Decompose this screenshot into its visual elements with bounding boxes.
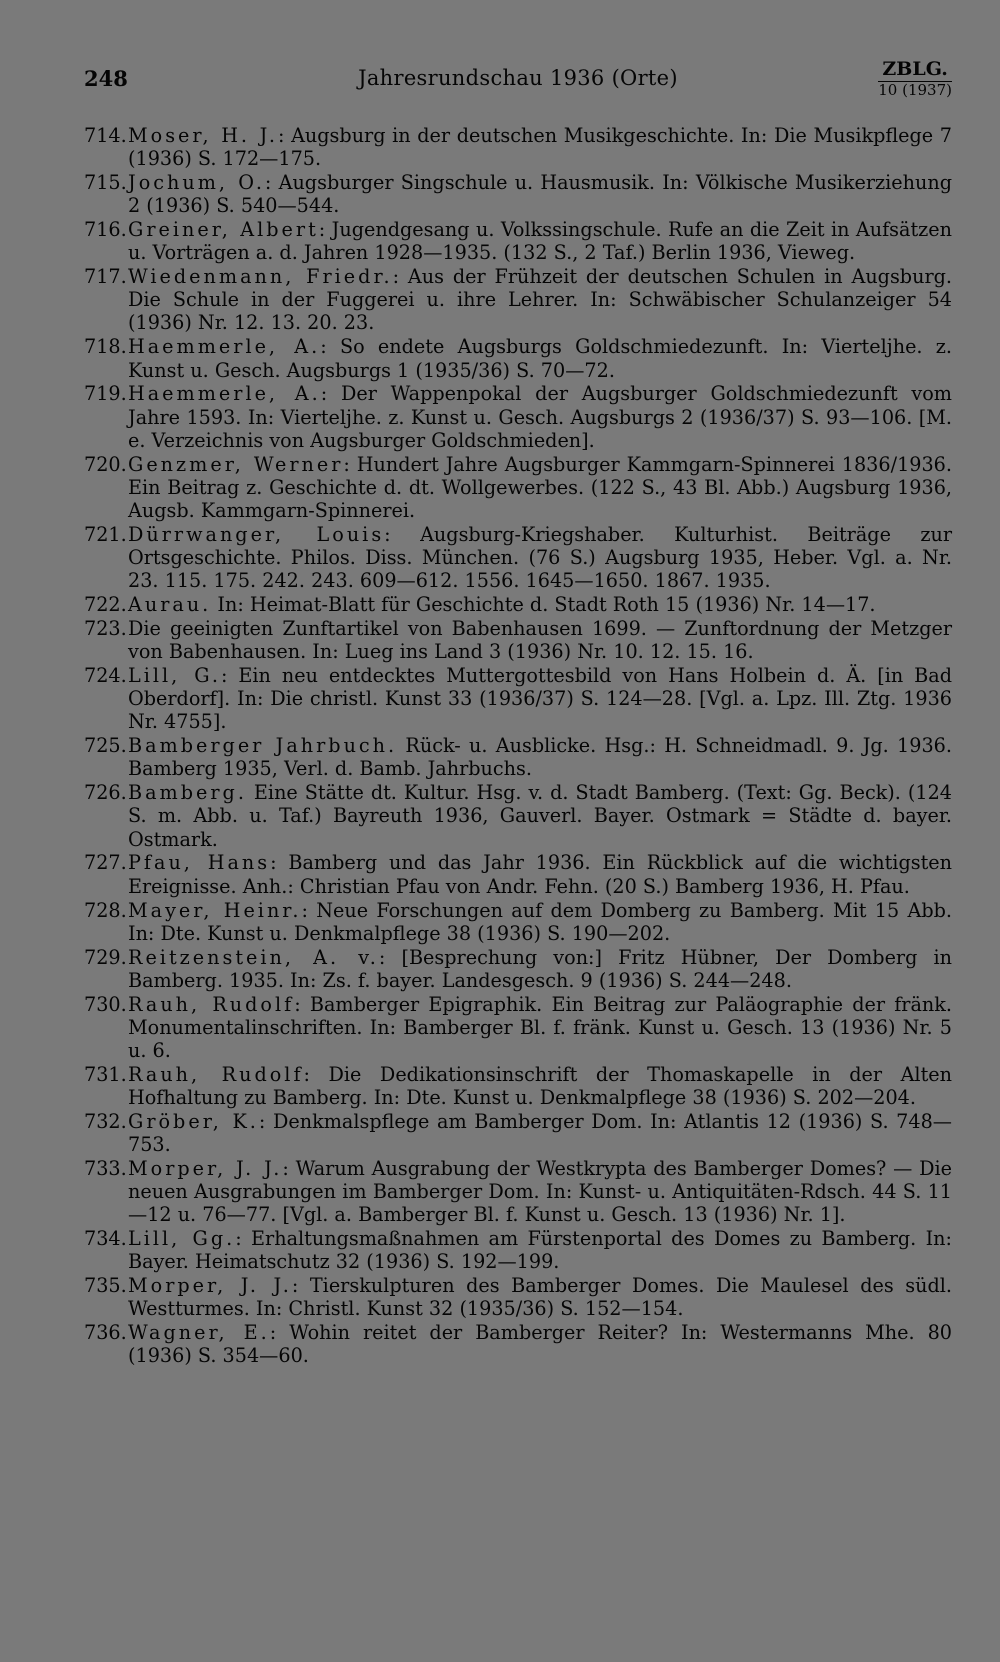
- bibliography-list: [84, 124, 952, 1368]
- entry-text: : Tierskulpturen des Bamberger Domes. Die Maulesel des südl. Westturmes. In: Christl. Kunst 32 (1935/36) S. 152—154.: [128, 1274, 952, 1321]
- entry-number: 720.: [84, 452, 127, 476]
- entry-author: Dürrwanger, Louis: [128, 522, 385, 546]
- entry-text: : Bamberger Epigraphik. Ein Beitrag zur Paläographie der fränk. Monumentalinschriften. In: Bamberger Bl. f. fränk. Kunst u. Gesch. 13 (1936) Nr. 5 u. 6.: [128, 992, 952, 1062]
- bibliography-entry: [84, 335, 952, 381]
- bibliography-entry: [84, 734, 952, 780]
- journal-signature: [878, 60, 952, 99]
- entry-author: Pfau, Hans: [128, 851, 271, 875]
- bibliography-entry: [84, 1274, 952, 1320]
- bibliography-entry: [84, 1110, 952, 1156]
- entry-text: : Denkmalspflege am Bamberger Dom. In: Atlantis 12 (1936) S. 748—753.: [128, 1109, 952, 1157]
- entry-text: : Hundert Jahre Augsburger Kammgarn-Spinnerei 1836/1936. Ein Beitrag z. Geschichte d. dt. Wollgewerbes. (122 S., 43 Bl. Abb.) Augsburg 1936, Augsb. Kammgarn-Spinnerei.: [128, 452, 952, 522]
- entry-number: 717.: [84, 265, 127, 289]
- bibliography-entry: [84, 1063, 952, 1109]
- entry-author: Gröber, K.: [128, 1109, 259, 1133]
- entry-author: Lill, Gg.: [128, 1227, 236, 1251]
- entry-number: 729.: [84, 945, 127, 969]
- bibliography-entry: [84, 1227, 952, 1273]
- entry-number: 724.: [84, 664, 127, 688]
- bibliography-entry: [84, 523, 952, 592]
- entry-number: 736.: [84, 1321, 127, 1345]
- entry-text: : Erhaltungsmaßnahmen am Fürstenportal des Domes zu Bamberg. In: Bayer. Heimatschutz 32 (1936) S. 192—199.: [128, 1227, 952, 1274]
- entry-number: 733.: [84, 1157, 127, 1181]
- entry-author: Lill, G.: [128, 664, 221, 688]
- bibliography-entry: [84, 171, 952, 217]
- entry-text: : Augsburg in der deutschen Musikgeschichte. In: Die Musikpflege 7 (1936) S. 172—175.: [128, 124, 952, 171]
- entry-author: Moser, H. J.: [128, 124, 278, 147]
- entry-text: : Augsburger Singschule u. Hausmusik. In: Völkische Musikerziehung 2 (1936) S. 540—544.: [128, 171, 952, 218]
- entry-author: Rauh, Rudolf: [128, 992, 295, 1016]
- entry-author: Greiner, Albert: [128, 218, 319, 242]
- bibliography-entry: [84, 124, 952, 170]
- entry-author: Haemmerle, A.: [128, 335, 321, 359]
- page-header: [84, 60, 952, 112]
- entry-number: 734.: [84, 1227, 127, 1251]
- entry-number: 728.: [84, 898, 127, 922]
- entry-text: : Bamberg und das Jahr 1936. Ein Rückblick auf die wichtigsten Ereignisse. Anh.: Christian Pfau von Andr. Fehn. (20 S.) Bamberg 1936, H. Pfau.: [128, 851, 952, 898]
- entry-text: : Wohin reitet der Bamberger Reiter? In: Westermanns Mhe. 80 (1936) S. 354—60.: [128, 1321, 952, 1368]
- entry-text: : [Besprechung von:] Fritz Hübner, Der Domberg in Bamberg. 1935. In: Zs. f. bayer. Landesgesch. 9 (1936) S. 244—248.: [128, 945, 953, 992]
- entry-author: Wagner, E.: [128, 1321, 270, 1345]
- entry-number: 725.: [84, 734, 127, 758]
- entry-text: Eine Stätte dt. Kultur. Hsg. v. d. Stadt Bamberg. (Text: Gg. Beck). (124 S. m. Abb. u. Taf.) Bayreuth 1936, Gauverl. Bayer. Ostmark = Städte d. bayer. Ostmark.: [128, 781, 952, 851]
- bibliography-entry: [84, 265, 952, 334]
- bibliography-entry: [84, 382, 952, 451]
- bibliography-entry: [84, 1157, 952, 1226]
- entry-number: 731.: [84, 1062, 127, 1086]
- entry-number: 715.: [84, 171, 127, 195]
- entry-author: Morper, J. J.: [128, 1274, 292, 1298]
- bibliography-entry: [84, 946, 952, 992]
- entry-text: In: Heimat-Blatt für Geschichte d. Stadt Roth 15 (1936) Nr. 14—17.: [211, 593, 876, 616]
- entry-number: 727.: [84, 851, 127, 875]
- page-number: 248: [84, 66, 128, 91]
- running-title: Jahresrundschau 1936 (Orte): [358, 66, 678, 90]
- entry-author: Haemmerle, A.: [128, 382, 321, 406]
- entry-number: 722.: [84, 593, 127, 616]
- entry-number: 719.: [84, 382, 127, 406]
- entry-text: : Jugendgesang u. Volkssingschule. Rufe an die Zeit in Aufsätzen u. Vorträgen a. d. Jahren 1928—1935. (132 S., 2 Taf.) Berlin 1936, Vieweg.: [128, 218, 953, 265]
- entry-text: : Warum Ausgrabung der Westkrypta des Bamberger Domes? — Die neuen Ausgrabungen im Bamberger Dom. In: Kunst- u. Antiquitäten-Rdsch. 44 S. 11—12 u. 76—77. [Vgl. a. Bamberger Bl. f. Kunst u. Gesch. 13 (1936) Nr. 1].: [128, 1157, 952, 1227]
- entry-text: : Aus der Frühzeit der deutschen Schulen in Augsburg. Die Schule in der Fuggerei u. ihre Lehrer. In: Schwäbischer Schulanzeiger 54 (1936) Nr. 12. 13. 20. 23.: [128, 265, 952, 335]
- bibliography-entry: [84, 617, 952, 663]
- bibliography-entry: [84, 593, 952, 616]
- bibliography-entry: [84, 1321, 952, 1367]
- entry-author: Jochum, O.: [128, 171, 265, 195]
- entry-author: Reitzenstein, A. v.: [128, 945, 379, 969]
- entry-number: 714.: [84, 124, 127, 147]
- entry-text: : So endete Augsburgs Goldschmiedezunft. In: Vierteljhe. z. Kunst u. Gesch. Augsburgs 1 (1935/36) S. 70—72.: [128, 335, 952, 382]
- bibliography-entry: [84, 781, 952, 850]
- entry-author: Wiedenmann, Friedr.: [128, 265, 393, 289]
- entry-author: Bamberg.: [128, 781, 247, 805]
- entry-text: Die geeinigten Zunftartikel von Babenhausen 1699. — Zunftordnung der Metzger von Babenhausen. In: Lueg ins Land 3 (1936) Nr. 10. 12. 15. 16.: [128, 616, 952, 664]
- entry-text: : Neue Forschungen auf dem Domberg zu Bamberg. Mit 15 Abb. In: Dte. Kunst u. Denkmalpflege 38 (1936) S. 190—202.: [128, 898, 952, 945]
- entry-author: Morper, J. J.: [128, 1157, 283, 1181]
- entry-number: 726.: [84, 781, 127, 805]
- bibliography-entry: [84, 218, 952, 264]
- entry-number: 723.: [84, 616, 127, 640]
- entry-number: 718.: [84, 335, 127, 359]
- entry-author: Rauh, Rudolf: [128, 1062, 304, 1086]
- bibliography-entry: [84, 664, 952, 733]
- bibliography-entry: [84, 851, 952, 897]
- bibliography-entry: [84, 899, 952, 945]
- entry-author: Bamberger Jahrbuch.: [128, 734, 398, 758]
- entry-text: Rück- u. Ausblicke. Hsg.: H. Schneidmadl. 9. Jg. 1936. Bamberg 1935, Verl. d. Bamb. Jahrbuchs.: [128, 734, 952, 781]
- entry-number: 735.: [84, 1274, 127, 1298]
- entry-number: 716.: [84, 218, 127, 242]
- entry-number: 732.: [84, 1109, 127, 1133]
- bibliography-entry: [84, 453, 952, 522]
- entry-author: Genzmer, Werner: [128, 452, 344, 476]
- entry-text: : Die Dedikationsinschrift der Thomaskapelle in der Alten Hofhaltung zu Bamberg. In: Dte. Kunst u. Denkmalpflege 38 (1936) S. 202—204.: [128, 1062, 952, 1109]
- entry-text: : Augsburg-Kriegshaber. Kulturhist. Beiträge zur Ortsgeschichte. Philos. Diss. München. (76 S.) Augsburg 1935, Heber. Vgl. a. Nr. 23. 115. 175. 242. 243. 609—612. 1556. 1645—1650. 1867. 1935.: [128, 522, 952, 593]
- entry-text: : Ein neu entdecktes Muttergottesbild von Hans Holbein d. Ä. [in Bad Oberdorf]. In: Die christl. Kunst 33 (1936/37) S. 124—28. [Vgl. a. Lpz. Ill. Ztg. 1936 Nr. 4755].: [128, 664, 953, 734]
- signature-top: ZBLG.: [878, 60, 952, 82]
- signature-bottom: 10 (1937): [878, 80, 952, 99]
- entry-author: Mayer, Heinr.: [128, 898, 302, 922]
- entry-number: 730.: [84, 992, 127, 1016]
- bibliography-entry: [84, 993, 952, 1062]
- entry-number: 721.: [84, 522, 127, 546]
- entry-author: Aurau.: [128, 593, 212, 616]
- entry-text: : Der Wappenpokal der Augsburger Goldschmiedezunft vom Jahre 1593. In: Vierteljhe. z. Kunst u. Gesch. Augsburgs 2 (1936/37) S. 93—106. [M. e. Verzeichnis von Augsburger Goldschmieden].: [128, 382, 952, 452]
